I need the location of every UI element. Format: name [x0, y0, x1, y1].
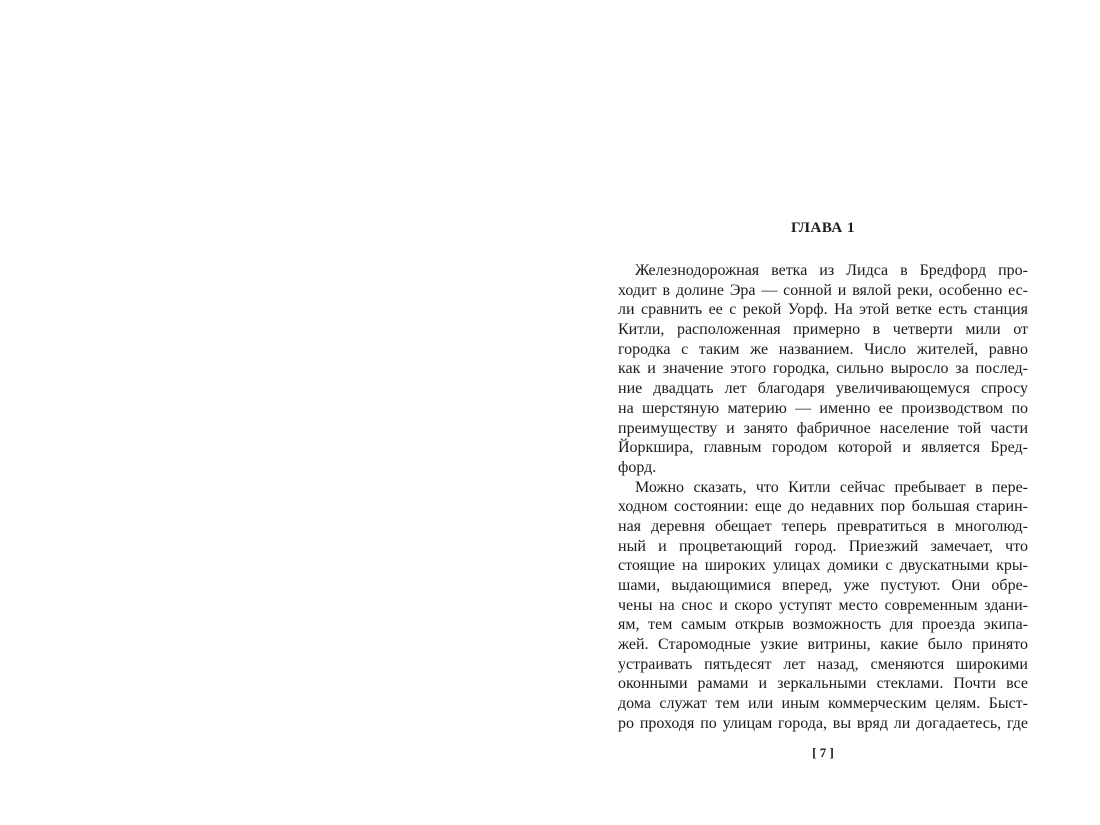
chapter-title: ГЛАВА 1 [791, 220, 855, 236]
body-text [618, 261, 1028, 734]
text-line: ходит в долине Эра — сонной и вялой реки, особенно ес- [618, 281, 1028, 299]
text-line: на шерстяную материю — именно ее производством по [618, 399, 1028, 417]
text-line: чены на снос и скоро уступят место современным здани- [618, 596, 1028, 614]
text-line: как и значение этого городка, сильно выросло за послед- [618, 360, 1028, 378]
text-line: жей. Старомодные узкие витрины, какие было принято [618, 636, 1028, 654]
text-line: ный и процветающий город. Приезжий замечает, что [618, 537, 1028, 555]
text-line: преимуществу и занято фабричное население той части [618, 419, 1028, 437]
right-page [550, 0, 1100, 825]
text-line: Железнодорожная ветка из Лидса в Бредфорд про- [635, 262, 1028, 279]
text-line: шами, выдающимися вперед, уже пустуют. Они обре- [618, 577, 1028, 594]
text-line: стоящие на широких улицах домики с двускатными кры- [618, 557, 1028, 575]
text-line: Можно сказать, что Китли сейчас пребывает в пере- [635, 478, 1028, 496]
text-line: дома служат тем или иным коммерческим целям. Быст- [618, 695, 1028, 713]
text-line: ние двадцать лет благодаря увеличивающемуся спросу [618, 380, 1028, 398]
text-line: ходном состоянии: еще до недавних пор большая старин- [618, 498, 1028, 516]
text-line: оконными рамами и зеркальными стеклами. Почти все [618, 675, 1028, 693]
text-line: ная деревня обещает теперь превратиться в многолюд- [618, 517, 1028, 535]
text-line: Йоркшира, главным городом которой и является Бред- [618, 439, 1028, 457]
text-line: городка с таким же названием. Число жителей, равно [618, 340, 1028, 358]
text-line: форд. [618, 458, 657, 476]
text-line: ро проходя по улицам города, вы вряд ли догадаетесь, где [618, 714, 1028, 732]
text-line: устраивать пятьдесят лет назад, сменяются широкими [618, 655, 1028, 673]
text-line: Китли, расположенная примерно в четверти мили от [618, 321, 1028, 339]
text-line: ли сравнить ее с рекой Уорф. На этой ветке есть станция [618, 301, 1028, 319]
page-number: [ 7 ] [812, 745, 834, 760]
text-line: ям, тем самым открыв возможность для проезда экипа- [618, 616, 1028, 634]
